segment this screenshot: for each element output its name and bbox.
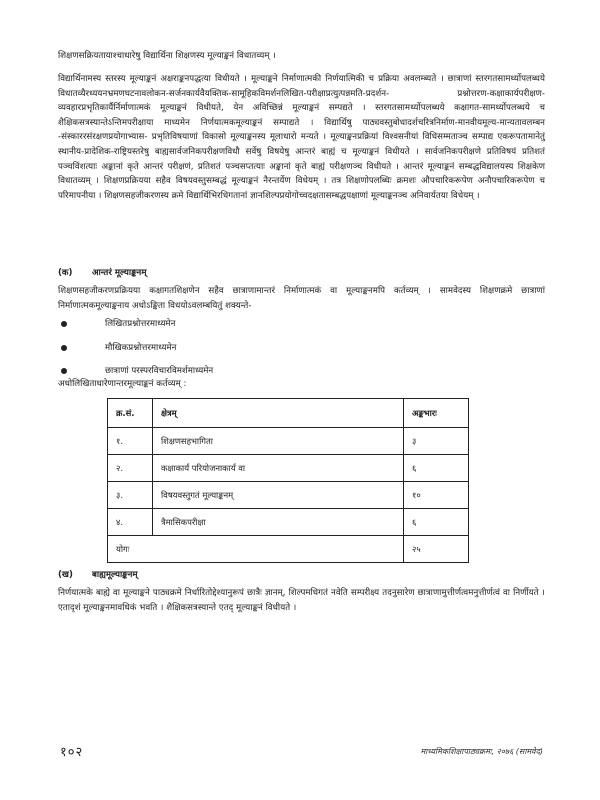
table-total-row — [108, 536, 469, 563]
section-number: (ख) — [58, 570, 73, 580]
cell-sn: ३. — [108, 482, 153, 509]
cell-sn: २. — [108, 455, 153, 482]
intro-line: शिक्षणसक्रियतायाश्चाधारेषु विद्यार्थिना शिक्षणस्य मूल्याङ्कनं विधातव्यम् । — [58, 51, 276, 61]
header-sn: क्र.सं. — [108, 399, 153, 428]
assessment-paragraph: विद्यार्थिनामस्य स्तरस्य मूल्याङ्कनं अक्षराङ्कनपद्धत्या विधीयते । मूल्याङ्कने निर्माणात्मकी निर्णयात्मिकी च प्रक्रिया अवलम्ब्यते । छात्राणां स्तरगतसामर्थ्योपलब्धये विधातव्यैरध्ययनभ्रमणघटनावलोकन-सर्जनकार्यवैयक्तिक-सामूहिकविमर्शनलिखित-परीक्षाप्रत्युत्पन्नमति-प्रदर्शन- प्रश्नोत्तरण-कक्षाकार्यपरीक्षण-व्यवहारप्रभृतिकार्यैर्निर्माणात्मकं मूल्याङ्कनं विधीयते, येन अविच्छिन्नं मूल्याङ्कनं सम्पद्यते । स्तरगतसामर्थ्योपलब्धये कक्षागत-सामर्थ्योपलब्धये च शैक्षिकसत्रस्यान्तेऽन्तिमपरीक्षाया माध्यमेन निर्णयात्मकमूल्याङ्कनं सम्पाद्यते । विद्यार्थिषु पाठ्यवस्तुबोधादर्शचरित्रनिर्माण-मानवीयमूल्य-मान्यतावलम्बन -संस्काररसंरक्षणप्रयोगाभ्यास- प्रभृतिविषयाणां विकासो मूल्याङ्कनस्य मूलाधारो मन्यते । मूल्याङ्कनप्रक्रियां विश्वसनीयां विधिसम्मताञ्च सम्पाद्य एकरूपतामानेतुं स्थानीय-प्रादेशिक-राष्ट्रियस्तरेषु बाह्यसार्वजनिकपरीक्षणविधौ सर्वेषु विषयेषु आन्तरं बाह्यं च मूल्याङ्कनं विधीयते । सार्वजनिकपरीक्षणे प्रतिविषयं प्रतिशतं पञ्चविंशत्याः अङ्कानां कृते आन्तरं परीक्षणं, प्रतिशतं पञ्चसप्तत्याः अङ्कानां कृते बाह्यं परीक्षणञ्च विधीयते । आन्तरं मूल्याङ्कनं सम्बद्धविद्यालयस्य शिक्षकेण विधातव्यम् । शिक्षणप्रक्रियया सहैव विषयवस्तुसम्बद्धं मूल्याङ्कनं नैरन्तर्येण विधेयम् । तत्र शिक्षणोपलब्धिः क्रमशः औपचारिकरूपेण अनौपचारिकरूपेण च परिमापनीया । शिक्षणसहजीकरणस्य क्रमे विद्यार्थिभिरधिगतानां ज्ञानशिल्पप्रयोगोच्चदक्षतासम्बद्धपक्षाणां मूल्याङ्कनञ्च अनिवार्यतया विधेयम् । — [58, 74, 545, 201]
section-heading-external — [58, 568, 138, 580]
table-row — [108, 482, 469, 509]
table-row — [108, 455, 469, 482]
cell-sn: १. — [108, 428, 153, 455]
table-intro: अधोलिखिताधारेणान्तरमूल्याङ्कनं कर्तव्यम् : — [58, 379, 187, 389]
list-item — [58, 317, 213, 341]
cell-area: त्रैमासिकपरीक्षा — [153, 509, 404, 536]
cell-marks: १० — [404, 482, 469, 509]
external-assessment-paragraph: निर्णयात्मके बाह्ये वा मूल्याङ्कने पाठ्यक्रमे निर्धारितोद्देश्यानुरूपं छात्रैः ज्ञानम्, शिल्पमधिगतं नवेति सम्परीक्ष्य तदनुसारेण छात्राणामुत्तीर्णत्वमनुत्तीर्णत्वं वा निर्णीयते । एतादृशं मूल्याङ्कनमावधिकं भवति । शैक्षिकसत्रस्यान्ते एतद् मूल्याङ्कनं विधीयते । — [58, 588, 545, 613]
total-label: योगः — [108, 536, 404, 563]
cell-marks: ६ — [404, 509, 469, 536]
list-item-text: छात्राणां परस्परविचारविमर्शमाध्यमेन — [105, 366, 214, 376]
header-area: क्षेत्रम् — [153, 399, 404, 428]
section-title: बाह्यमूल्याङ्कनम् — [92, 570, 138, 580]
section-title: आन्तरं मूल्याङ्कनम् — [92, 268, 147, 278]
cell-area: कक्षाकार्यं परियोजनाकार्यं वा — [153, 455, 404, 482]
table-row — [108, 428, 469, 455]
page-number: १०२ — [60, 745, 84, 760]
section-number: (क) — [58, 268, 73, 278]
list-item-text: लिखितप्रश्नोत्तरमाध्यमेन — [105, 319, 176, 329]
list-item-text: मौखिकप्रश्नोत्तरमाध्यमेन — [105, 342, 177, 353]
footer-title: माध्यमिकशिक्षापाठ्यक्रमः, २०७६ (सामवेद) — [420, 747, 543, 756]
section-heading-internal — [58, 266, 146, 278]
table-header-row — [108, 399, 469, 428]
internal-assessment-paragraph: शिक्षणसहजीकरणप्रक्रियया कक्षागतशिक्षणेन सहैव छात्राणामान्तरं निर्माणात्मकं वा मूल्याङ्कनमपि कर्तव्यम् । सामवेदस्य शिक्षणक्रमे छात्राणां निर्माणात्मकमूल्याङ्कनाय अधोऽङ्किता विधयोऽवलम्बयितुं शक्यन्ते- — [58, 286, 545, 311]
cell-area: शिक्षणसहभागिता — [153, 428, 404, 455]
bullet-icon — [61, 368, 67, 374]
cell-area: विषयवस्तुगतं मूल्याङ्कनम् — [153, 482, 404, 509]
bullet-icon — [61, 321, 67, 327]
marks-table — [107, 398, 469, 563]
table-row — [108, 509, 469, 536]
bullet-icon — [61, 345, 67, 351]
total-value: २५ — [404, 536, 469, 563]
cell-marks: ६ — [404, 455, 469, 482]
header-marks: अङ्कभारः — [404, 399, 469, 428]
list-item — [58, 341, 213, 365]
page-footer — [58, 742, 545, 762]
cell-marks: ३ — [404, 428, 469, 455]
cell-sn: ४. — [108, 509, 153, 536]
